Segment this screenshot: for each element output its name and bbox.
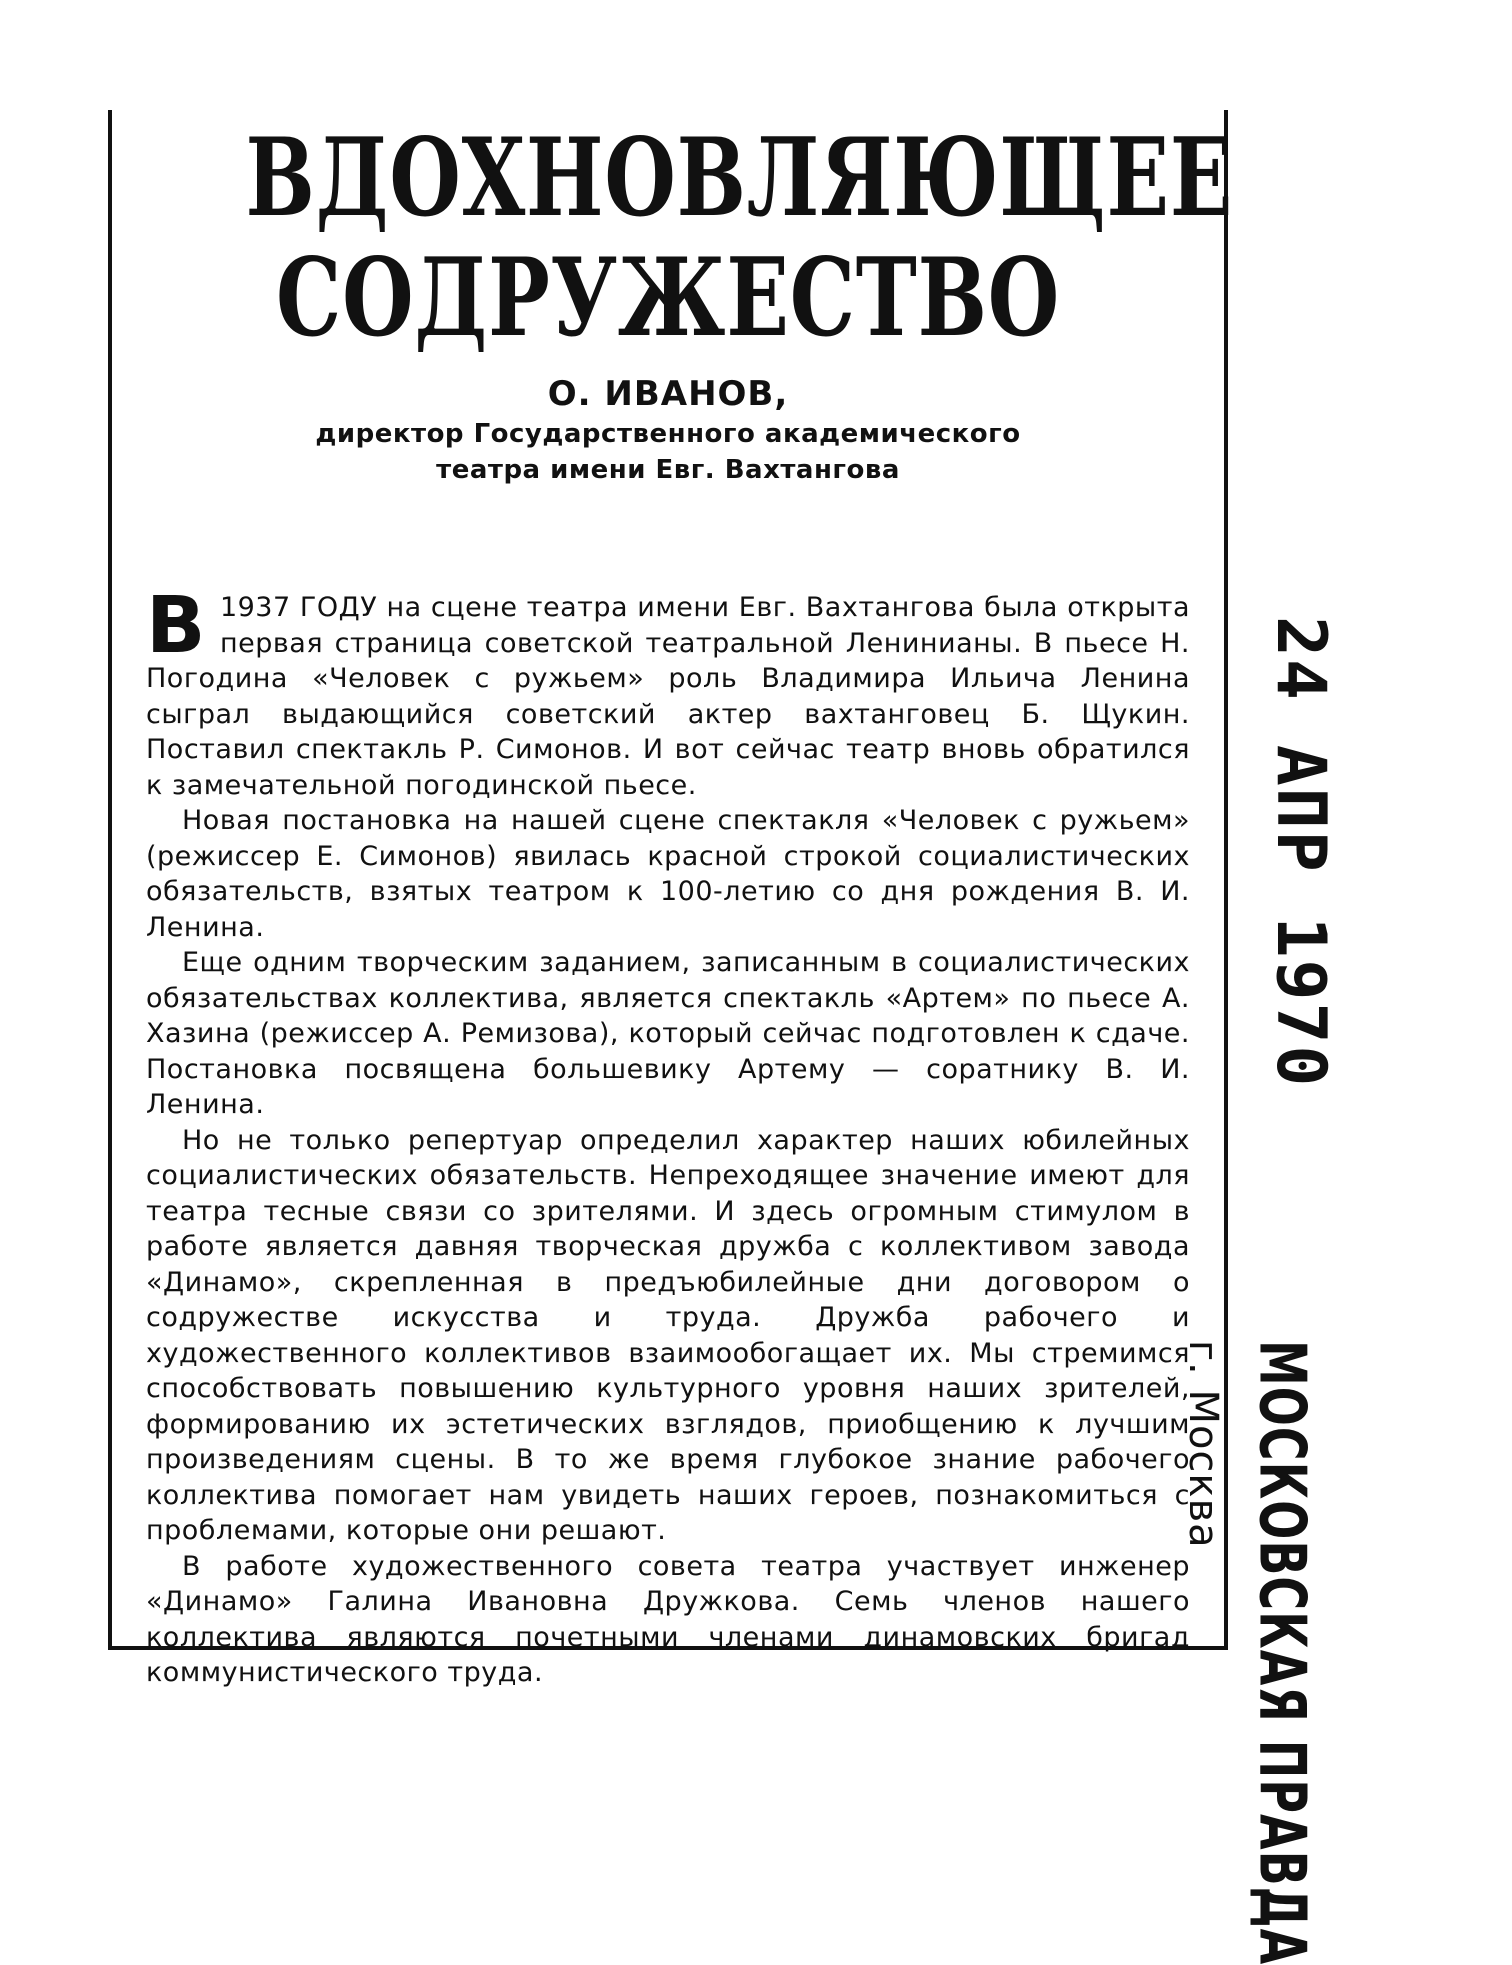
paragraph-4: Но не только репертуар определил характер наших юбилейных социалистических обязательств. Непреходящее значение имеют для театра тесные связи со зрителями. И здесь огромным стимулом в работе является давняя творческая дружба с коллективом завода «Динамо», скрепленная в предъюбилейные дни договором о содружестве искусства и труда. Дружба рабочего и художественного коллективов взаимообогащает их. Мы стремимся способствовать повышению культурного уровня наших зрителей, формированию их эстетических взглядов, приобщению к лучшим произведениям сцены. В то же время глубокое знание рабочего коллектива помогает нам увидеть наших героев, познакомиться с проблемами, которые они решают. [146,1124,1190,1546]
paragraph-2: Новая постановка на нашей сцене спектакля «Человек с ружьем» (режиссер Е. Симонов) явилась красной строкой социалистических обязательств, взятых театром к 100-летию со дня рождения В. И. Ленина. [146,805,1190,943]
paragraph-1 [146,581,1190,803]
article-body [146,581,1190,1691]
drop-cap: В [146,581,206,671]
paragraph-3: Еще одним творческим заданием, записанным в социалистических обязательствах коллектива, является спектакль «Артем» по пьесе А. Хазина (режиссер А. Ремизова), который сейчас подготовлен к сдаче. Постановка посвящена большевику Артему — соратнику В. И. Ленина. [146,947,1190,1120]
newspaper-city: г. Москва [1180,1340,1226,1549]
paragraph-5: В работе художественного совета театра участвует инженер «Динамо» Галина Ивановна Дружкова. Семь членов нашего коллектива являются почетными членами динамовских бригад коммунистического труда. [146,1550,1190,1688]
newspaper-stamp [1180,1340,1321,1965]
author-position [112,416,1224,488]
headline-line-2: СОДРУЖЕСТВО [275,235,1061,361]
newspaper-clipping [108,110,1234,1688]
newspaper-name: МОСКОВСКАЯ ПРАВДА [1245,1340,1321,1965]
author-position-line-2: театра имени Евг. Вахтангова [436,455,900,485]
headline-line-1: ВДОХНОВЛЯЮЩЕЕ [245,115,1234,241]
paragraph-1-text: 1937 ГОДУ на сцене театра имени Евг. Вахтангова была открыта первая страница советской театральной Ленинианы. В пьесе Н. Погодина «Человек с ружьем» роль Владимира Ильича Ленина сыграл выдающийся советский актер вахтанговец Б. Щукин. Поставил спектакль Р. Симонов. И вот сейчас театр вновь обратился к замечательной погодинской пьесе. [146,592,1190,801]
author-name: О. ИВАНОВ, [547,374,789,414]
author-position-line-1: директор Государственного академического [315,419,1021,449]
article-headline [112,110,1234,361]
date-stamp: 24 АПР 1970 [1261,616,1340,1089]
